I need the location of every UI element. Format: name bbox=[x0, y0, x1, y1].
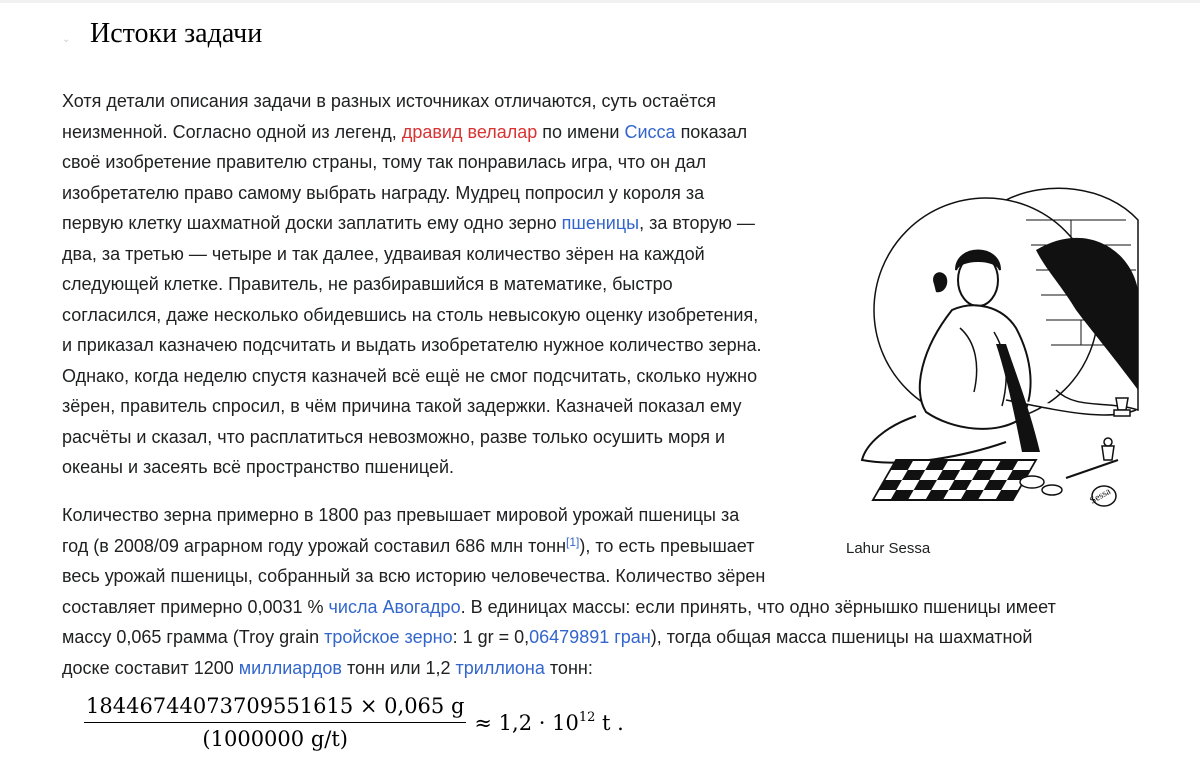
link-dravid-velalar[interactable]: дравид велалар bbox=[401, 121, 538, 142]
svg-text:Sessa: Sessa bbox=[1088, 485, 1113, 507]
text-span: год (в 2008/09 аграрном году урожай составил 686 млн тонн bbox=[62, 535, 567, 556]
text-span: : 1 gr = 0, bbox=[452, 627, 530, 647]
text-span: тонн: bbox=[544, 657, 593, 678]
text-line bbox=[62, 531, 1142, 562]
section-heading-row bbox=[62, 14, 262, 54]
link-trillion[interactable]: триллиона bbox=[455, 657, 545, 678]
text-line bbox=[62, 208, 822, 239]
text-span: ), то есть превышает bbox=[579, 535, 755, 556]
text-span: массу 0,065 грамма (Troy grain bbox=[62, 627, 325, 647]
text-line: Количество зерна примерно в 1800 раз превышает мировой урожай пшеницы за bbox=[62, 505, 740, 525]
link-billions[interactable]: миллиардов bbox=[238, 657, 342, 678]
link-grain-unit[interactable]: 06479891 гран bbox=[529, 627, 651, 647]
text-line: Однако, когда неделю спустя казначей всё ещё не смог подсчитать, сколько нужно bbox=[62, 365, 758, 386]
text-line: согласился, даже несколько обидевшись на столь невысокую оценку изобретения, bbox=[62, 304, 759, 325]
text-span: по имени bbox=[537, 121, 625, 142]
text-line bbox=[62, 117, 822, 148]
text-line bbox=[62, 592, 1142, 623]
paragraph-calculation bbox=[62, 500, 1142, 683]
formula-exponent: 12 bbox=[578, 709, 596, 725]
text-line: следующей клетке. Правитель, не разбиравшийся в математике, быстро bbox=[62, 274, 673, 294]
link-avogadro-number[interactable]: числа Авогадро bbox=[328, 596, 461, 617]
text-span: показал bbox=[675, 121, 748, 142]
text-span: первую клетку шахматной доски заплатить ему одно зерно bbox=[62, 213, 562, 233]
text-line: океаны и засеять всё пространство пшеницей. bbox=[62, 457, 455, 477]
text-span: составляет примерно 0,0031 % bbox=[62, 596, 329, 617]
text-line: и приказал казначею подсчитать и выдать изобретателю нужное количество зерна. bbox=[62, 335, 762, 355]
chessboard bbox=[873, 460, 1036, 500]
text-line: Хотя детали описания задачи в разных источниках отличаются, суть остаётся bbox=[62, 91, 716, 111]
formula-result bbox=[474, 711, 623, 735]
link-troy-grain[interactable]: тройское зерно bbox=[324, 627, 453, 647]
text-span: . В единицах массы: если принять, что одно зёрнышко пшеницы имеет bbox=[460, 596, 1056, 617]
text-line: два, за третью — четыре и так далее, удваивая количество зёрен на каждой bbox=[62, 243, 705, 264]
top-border bbox=[0, 0, 1200, 3]
figure-caption: Lahur Sessa bbox=[846, 540, 931, 557]
text-span: доске составит 1200 bbox=[62, 657, 239, 678]
link-wheat[interactable]: пшеницы bbox=[561, 213, 640, 233]
paragraph-legend bbox=[62, 86, 822, 483]
text-span: ), тогда общая масса пшеницы на шахматной bbox=[650, 627, 1033, 647]
text-line bbox=[62, 653, 1142, 684]
link-sissa[interactable]: Сисса bbox=[624, 121, 676, 142]
footnote-ref-1[interactable]: [1] bbox=[566, 534, 580, 549]
chevron-icon[interactable]: ⌄ bbox=[62, 33, 71, 45]
text-span: , за вторую — bbox=[639, 213, 755, 233]
text-line: зёрен, правитель спросил, в чём причина такой задержки. Казначей показал ему bbox=[62, 396, 742, 416]
formula-numerator: 18446744073709551615 × 0,065 g bbox=[84, 694, 466, 723]
fraction bbox=[84, 694, 466, 751]
text-line: своё изобретение правителю страны, тому так понравилась игра, что он дал bbox=[62, 152, 707, 172]
sessa-illustration[interactable] bbox=[856, 160, 1140, 532]
formula-unit: t . bbox=[595, 710, 624, 735]
text-line: изобретателю право самому выбрать награду. Мудрец попросил у короля за bbox=[62, 182, 705, 203]
section-title: Истоки задачи bbox=[90, 18, 263, 49]
text-span: неизменной. Согласно одной из легенд, bbox=[62, 121, 402, 142]
formula-approx: ≈ 1,2 · 10 bbox=[474, 710, 579, 735]
illustration-drawing bbox=[856, 160, 1140, 532]
text-line: весь урожай пшеницы, собранный за всю историю человечества. Количество зёрен bbox=[62, 566, 766, 586]
text-span: тонн или 1,2 bbox=[341, 657, 456, 678]
text-line: расчёты и сказал, что расплатиться невозможно, разве только осушить моря и bbox=[62, 426, 726, 447]
text-line bbox=[62, 622, 1142, 653]
formula-denominator: (1000000 g/t) bbox=[202, 727, 348, 751]
math-formula bbox=[84, 694, 624, 751]
